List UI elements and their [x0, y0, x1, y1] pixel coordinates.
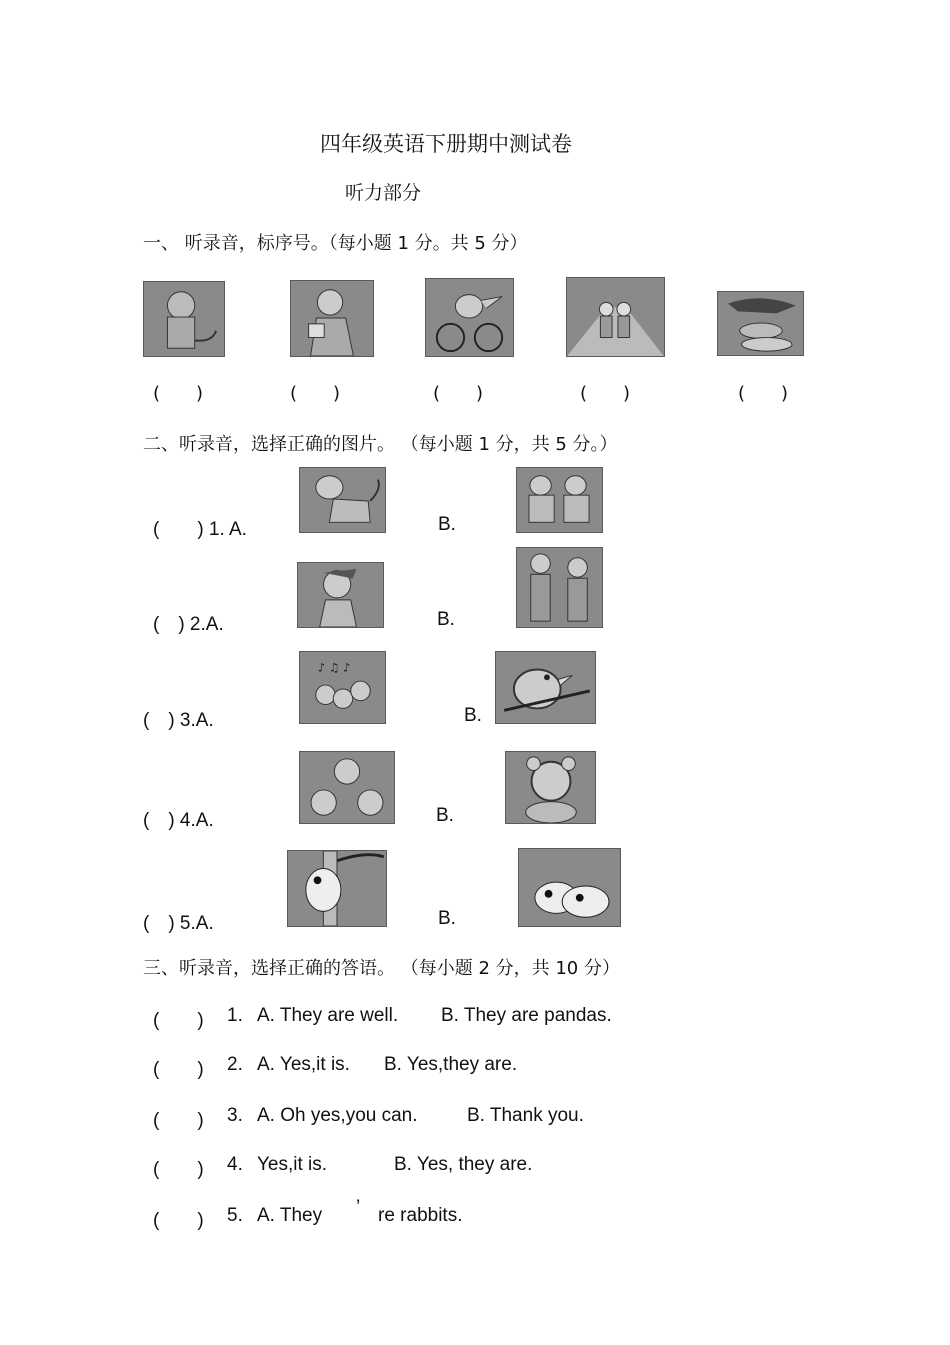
- question-label: ( ) 2.A.: [153, 614, 224, 635]
- option-b-label: B.: [464, 705, 482, 726]
- children-walking-picture: [566, 277, 665, 357]
- option-a: A. They are well.: [257, 1005, 399, 1026]
- reading-girl-picture: [290, 280, 374, 357]
- section3-heading: 三、听录音，选择正确的答语。 （每小题 2 分，共 10 分）: [143, 958, 620, 979]
- option-b-label: B.: [438, 514, 456, 535]
- answer-blank[interactable]: ( ): [153, 1210, 204, 1231]
- dog-picture: [299, 467, 386, 533]
- answer-blank-2[interactable]: ( ): [290, 383, 341, 404]
- answer-blank[interactable]: ( ): [153, 1010, 204, 1031]
- bird-on-bike-picture: [425, 278, 514, 357]
- option-b-label: B.: [438, 908, 456, 929]
- three-bears-picture: [299, 751, 395, 824]
- singing-birds-picture: [299, 651, 386, 724]
- bird-on-rocks-picture: [717, 291, 804, 356]
- answer-blank-5[interactable]: ( ): [738, 383, 789, 404]
- option-a: A. They: [257, 1205, 323, 1226]
- section1-heading: 一、 听录音，标序号。（每小题 1 分。共 5 分）: [143, 233, 528, 254]
- option-b: B. Yes, they are.: [394, 1154, 533, 1175]
- two-pandas-picture: [518, 848, 621, 927]
- svg-text:♪ ♫ ♪: ♪ ♫ ♪: [317, 660, 351, 675]
- boy-picture: [297, 562, 384, 628]
- bird-picture: [495, 651, 596, 724]
- tiger-picture: [143, 281, 225, 357]
- option-a-continued: re rabbits.: [378, 1205, 463, 1226]
- section-subtitle: 听力部分: [345, 182, 422, 204]
- question-number: 2.: [227, 1054, 243, 1075]
- answer-blank-1[interactable]: ( ): [153, 383, 204, 404]
- option-a: A. Yes,it is.: [257, 1054, 350, 1075]
- option-a: Yes,it is.: [257, 1154, 328, 1175]
- answer-blank-4[interactable]: ( ): [580, 383, 631, 404]
- page-title: 四年级英语下册期中测试卷: [320, 132, 572, 156]
- option-b: B. Thank you.: [467, 1105, 584, 1126]
- answer-blank-3[interactable]: ( ): [433, 383, 484, 404]
- option-b-label: B.: [437, 609, 455, 630]
- question-number: 3.: [227, 1105, 243, 1126]
- option-a: A. Oh yes,you can.: [257, 1105, 418, 1126]
- question-number: 4.: [227, 1154, 243, 1175]
- option-b: B. Yes,they are.: [384, 1054, 518, 1075]
- answer-blank[interactable]: ( ): [153, 1059, 204, 1080]
- question-label: ( ) 5.A.: [143, 913, 214, 934]
- option-b-label: B.: [436, 805, 454, 826]
- two-boys-picture: [516, 547, 603, 628]
- question-label: ( ) 4.A.: [143, 810, 214, 831]
- section2-heading: 二、听录音，选择正确的图片。 （每小题 1 分，共 5 分。）: [143, 434, 618, 455]
- answer-blank[interactable]: ( ): [153, 1110, 204, 1131]
- answer-blank[interactable]: ( ): [153, 1159, 204, 1180]
- question-number: 1.: [227, 1005, 243, 1026]
- apostrophe: ’: [356, 1197, 361, 1218]
- bear-picture: [505, 751, 596, 824]
- two-dogs-picture: [516, 467, 603, 533]
- question-label: ( ) 1. A.: [153, 519, 247, 540]
- question-number: 5.: [227, 1205, 243, 1226]
- question-label: ( ) 3.A.: [143, 710, 214, 731]
- option-b: B. They are pandas.: [441, 1005, 612, 1026]
- panda-climbing-picture: [287, 850, 387, 927]
